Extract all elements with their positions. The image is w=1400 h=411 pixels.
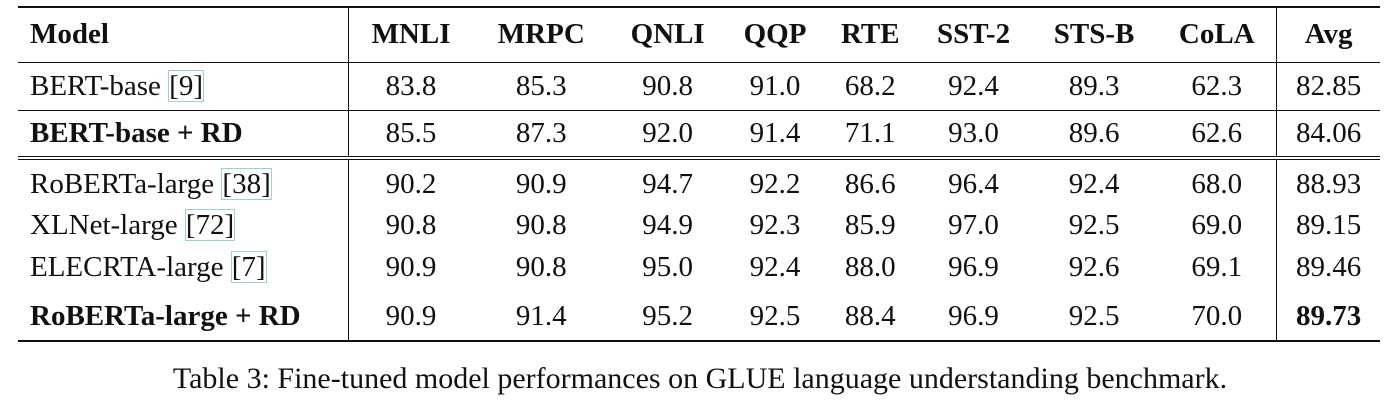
cell-mnli: 90.9 [349,293,474,341]
cell-rte: 88.0 [844,251,896,283]
cell-sst2: 93.0 [916,110,1031,158]
citation-link[interactable]: [38] [222,168,271,200]
cell-cola: 69.0 [1191,209,1243,241]
cell-sst2: 96.4 [948,168,999,200]
cell-rte: 71.1 [824,110,916,158]
header-sst2: SST-2 [916,7,1031,62]
cell-qnli: 94.9 [642,209,693,241]
cell-stsb: 92.5 [1068,209,1120,241]
cell-rte: 86.6 [844,168,896,200]
cell-mrpc: 85.3 [473,62,609,110]
header-rte: RTE [824,7,916,62]
cell-cola: 62.6 [1157,110,1277,158]
cell-cola: 69.1 [1191,251,1243,283]
cell-cola: 68.0 [1191,168,1243,200]
cell-qnli: 95.0 [642,251,693,283]
cell-qnli: 92.0 [610,110,726,158]
table-row [18,248,1380,293]
cell-avg: 89.46 [1277,248,1380,293]
citation-link[interactable]: [72] [185,209,235,241]
cell-mrpc: 90.9 [515,168,567,200]
cell-cola: 70.0 [1157,293,1277,341]
citation-link[interactable]: [7] [231,251,266,283]
cell-sst2: 96.9 [916,293,1031,341]
header-stsb: STS-B [1031,7,1157,62]
cell-model [18,293,349,341]
table-row [18,293,1380,341]
cell-model [18,158,349,203]
cell-qqp: 92.2 [749,168,801,200]
cell-sst2: 96.9 [948,251,999,283]
cell-sst2: 97.0 [948,209,999,241]
cell-rte: 85.9 [844,209,896,241]
model-name: BERT-base [30,69,161,102]
cell-avg: 82.85 [1277,62,1380,110]
cell-stsb: 89.6 [1031,110,1157,158]
cell-mrpc: 91.4 [473,293,609,341]
citation-link[interactable]: [9] [169,69,203,102]
header-row [18,7,1380,62]
cell-model [18,62,349,110]
cell-mrpc: 90.8 [515,209,567,241]
cell-avg: 89.15 [1277,203,1380,248]
cell-avg: 84.06 [1277,110,1380,158]
results-table [18,6,1380,342]
cell-mnli: 85.5 [349,110,474,158]
header-qqp: QQP [726,7,825,62]
cell-mnli: 90.9 [349,248,474,293]
header-avg: Avg [1277,7,1380,62]
table-row [18,203,1380,248]
cell-mnli: 90.8 [349,203,474,248]
cell-qqp: 91.4 [726,110,825,158]
table-row [18,62,1380,110]
header-model: Model [18,7,349,62]
model-name: RoBERTa-large [30,168,215,200]
cell-stsb: 92.5 [1031,293,1157,341]
cell-mnli: 90.2 [349,158,474,203]
cell-qnli: 90.8 [610,62,726,110]
model-name: ELECRTA-large [30,251,224,283]
table-row [18,158,1380,203]
cell-avg: 88.93 [1277,158,1380,203]
cell-model [18,203,349,248]
cell-mnli: 83.8 [349,62,474,110]
table-caption: Table 3: Fine-tuned model performances on GLUE language understanding benchmark. [172,362,1228,395]
model-name: RoBERTa-large + RD [30,300,301,332]
model-name: XLNet-large [30,209,178,241]
cell-stsb: 89.3 [1031,62,1157,110]
cell-qqp: 92.5 [726,293,825,341]
cell-avg: 89.73 [1277,293,1380,341]
cell-qnli: 95.2 [610,293,726,341]
cell-qnli: 94.7 [642,168,693,200]
header-mnli: MNLI [349,7,474,62]
cell-stsb: 92.6 [1068,251,1120,283]
cell-rte: 88.4 [824,293,916,341]
cell-qqp: 91.0 [726,62,825,110]
cell-cola: 62.3 [1157,62,1277,110]
cell-model [18,248,349,293]
cell-stsb: 92.4 [1068,168,1120,200]
cell-model [18,110,349,158]
cell-qqp: 92.3 [749,209,801,241]
cell-mrpc: 90.8 [515,251,567,283]
model-name: BERT-base + RD [30,116,243,149]
cell-mrpc: 87.3 [473,110,609,158]
cell-qqp: 92.4 [749,251,801,283]
cell-sst2: 92.4 [916,62,1031,110]
header-mrpc: MRPC [473,7,609,62]
header-qnli: QNLI [610,7,726,62]
cell-rte: 68.2 [824,62,916,110]
header-cola: CoLA [1157,7,1277,62]
table-row [18,110,1380,158]
